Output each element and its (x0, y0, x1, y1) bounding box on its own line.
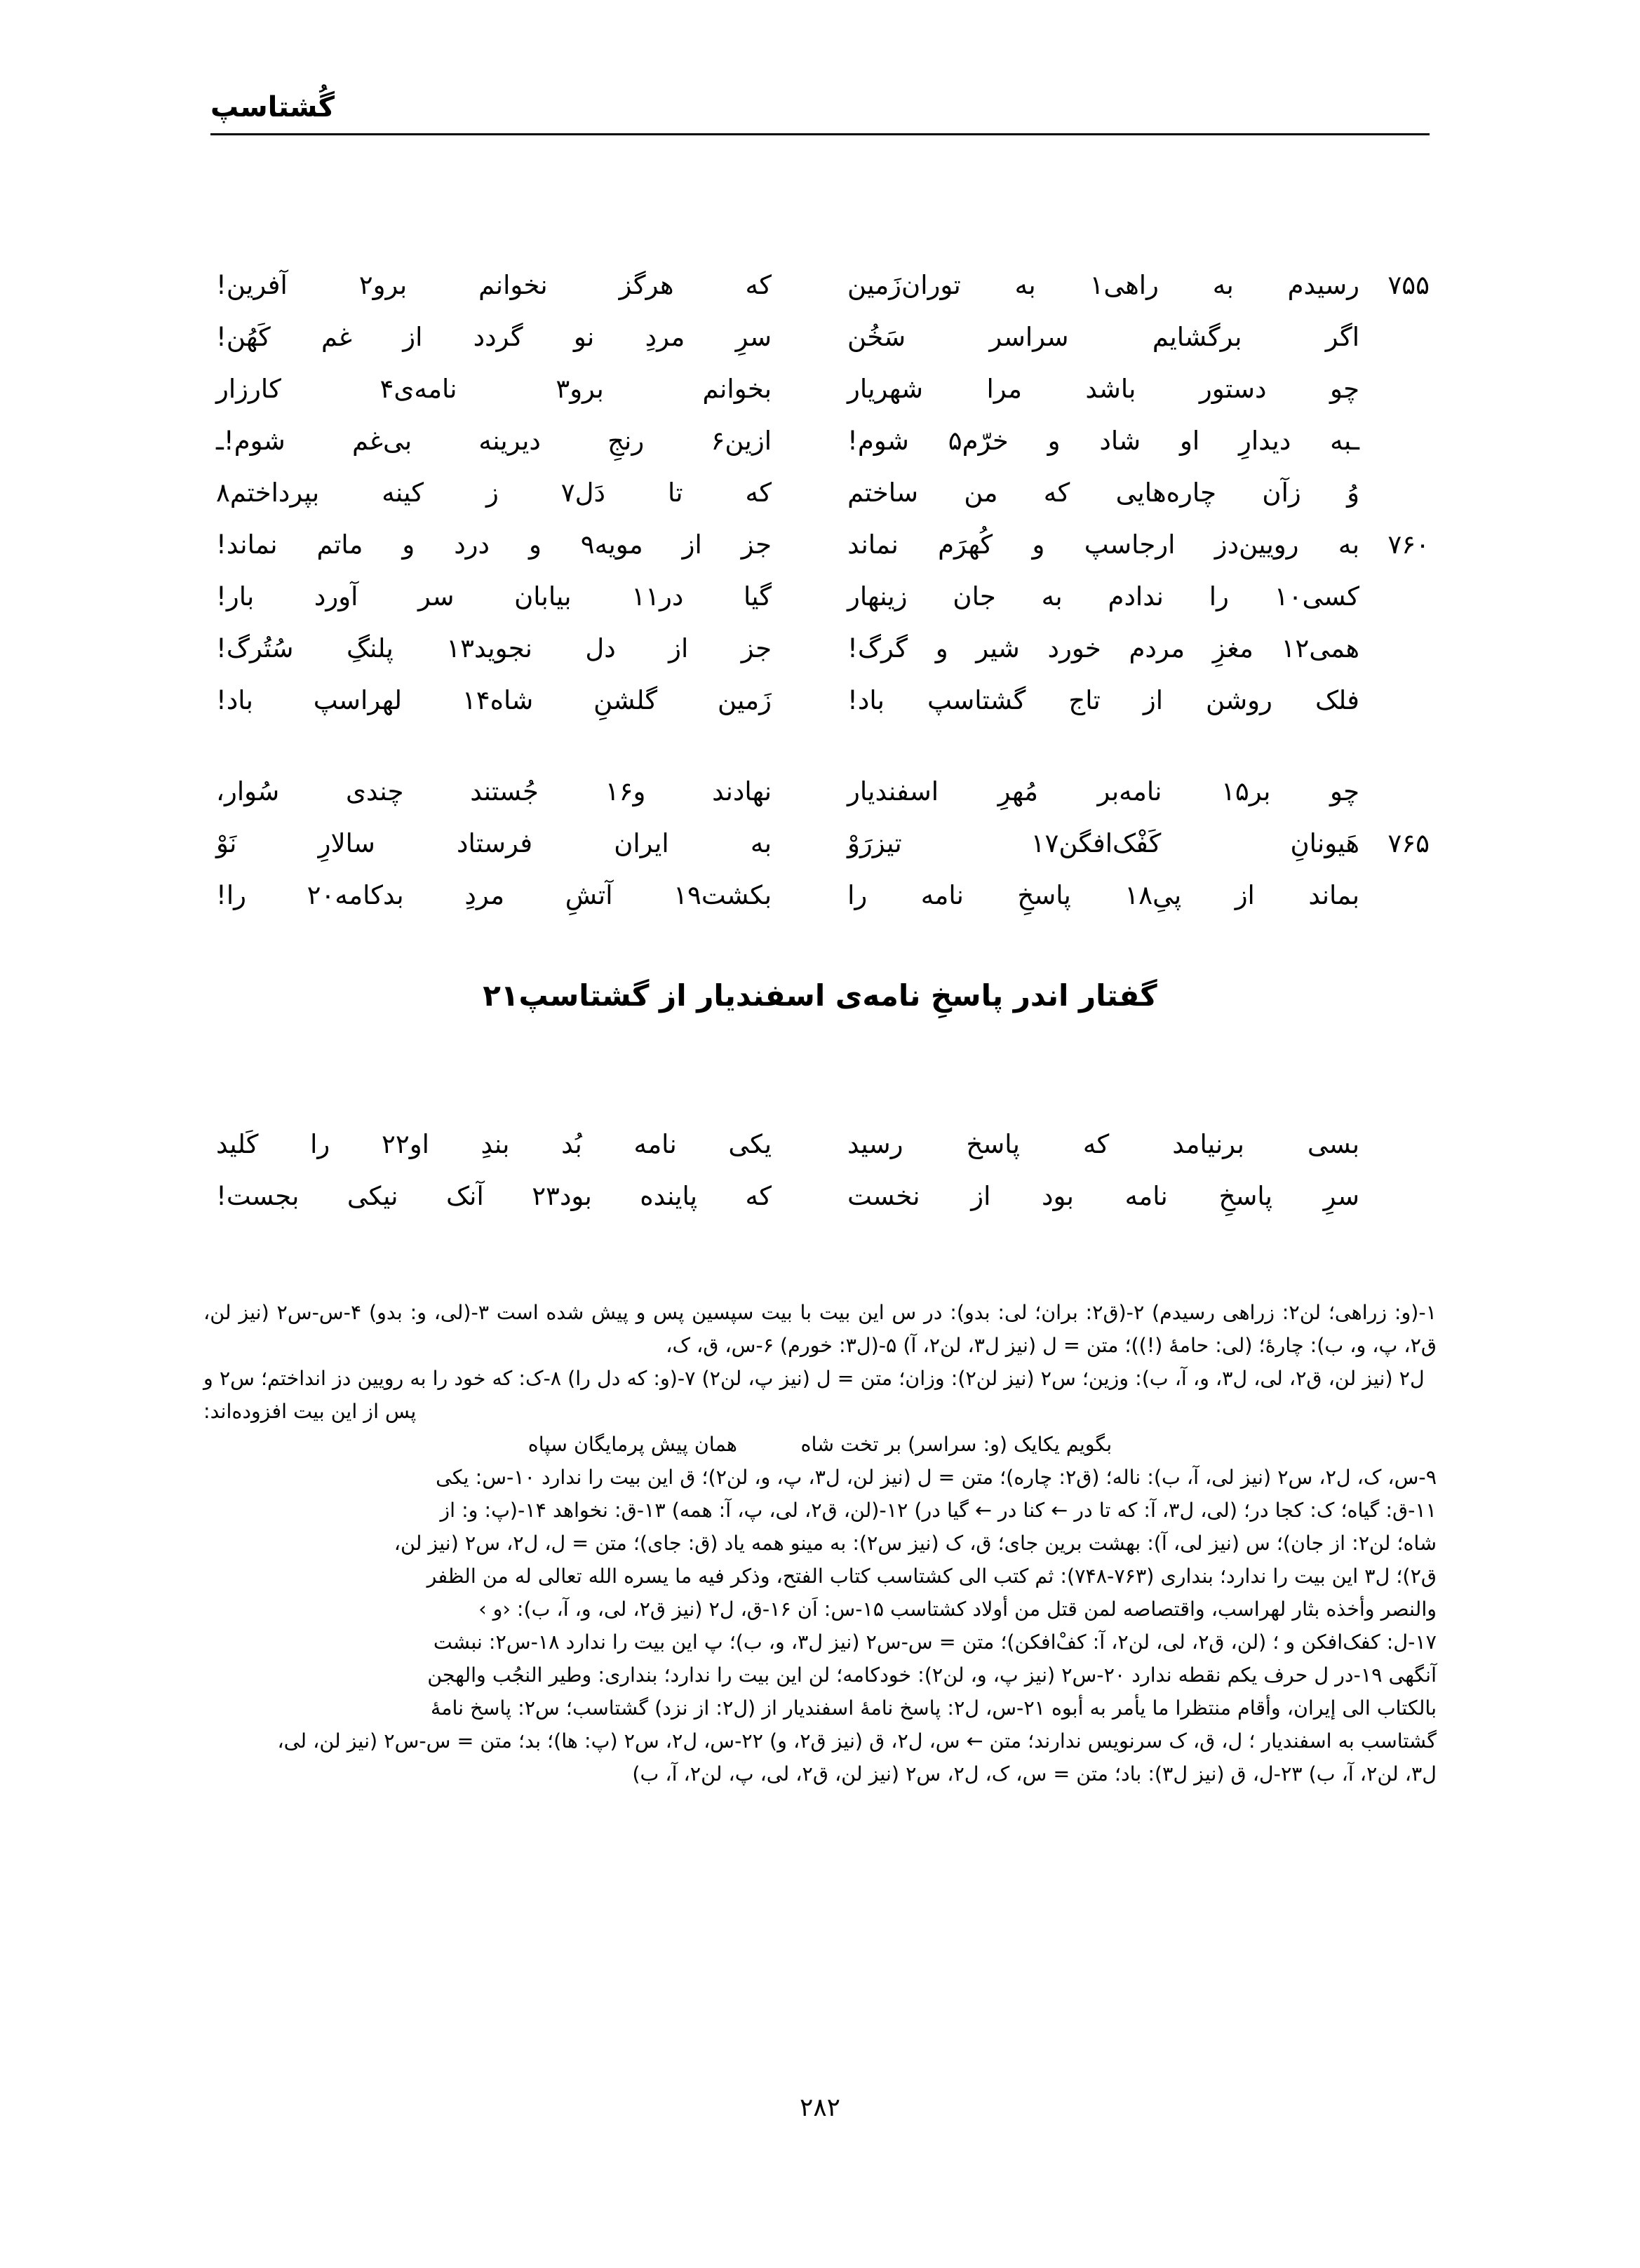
hemistich-second (210, 519, 772, 571)
verse-word: مردم (1129, 633, 1185, 663)
verse-word: که (745, 478, 772, 508)
couplet (210, 259, 1430, 311)
verse-word: شاه۱۴ (462, 685, 534, 715)
hemistich-second (210, 675, 772, 727)
footnote-line: شاه؛ لن۲: از جان)؛ س (نیز لی، آ): بهشت برین جای؛ ق، ک (نیز س۲): به مینو همه یاد (ق: جای)؛ متن = ل، ل۲، س۲ (نیز لن، (394, 1532, 1437, 1555)
verse-word: به (1212, 270, 1234, 300)
couplet (210, 311, 1430, 363)
verse-word: و (1032, 529, 1045, 560)
verse-word: مردِ (645, 322, 685, 352)
verse-word: به (1014, 270, 1036, 300)
verse-word: از (1143, 685, 1163, 715)
verse-word: از (1235, 880, 1255, 910)
verse-word: شاد (1099, 426, 1141, 456)
verse-word: پلنگِ (346, 633, 394, 663)
verse-word: سرِ (1323, 1181, 1359, 1211)
verse-word: خرّم۵ (948, 426, 1009, 456)
verse-word: سرِ (735, 322, 772, 352)
footnote-line: ل۲ (نیز لن، ق۲، لی، ل۳، و، آ، ب): وزین؛ س۲ (نیز لن۲): وزان؛ متن = ل (نیز پ، لن۲) ۷-(و: که دل را) ۸-ک: که خود را به رویین دز انداختم؛ س۲ و پس از این بیت افزوده‌اند: (203, 1367, 1425, 1423)
verse-word: بر۱۵ (1221, 776, 1271, 806)
hemistich-first (847, 259, 1430, 311)
verse-word: بسی (1307, 1129, 1359, 1159)
couplet-row (210, 870, 1430, 922)
verse-word: که (1043, 478, 1070, 508)
verse-word: بپرداختم۸ (216, 478, 320, 508)
footnote-line: ۹-س، ک، ل۲، س۲ (نیز لی، آ، ب): ناله؛ (ق۲: چاره)؛ متن = ل (نیز لن، ل۳، پ، و، لن۲)؛ ق این بیت را ندارد ۱۰-س: یکی (436, 1466, 1437, 1489)
couplet (210, 766, 1430, 818)
verse-word: که (745, 270, 772, 300)
couplet (210, 415, 1430, 467)
footnote-line: ق۲)؛ ل۳ این بیت را ندارد؛ بنداری (۷۶۳-۷۴۸): ثم کتب الی کشتاسب کتاب الفتح، وذکر فیه ما یسره الله تعالی له من الظفر (426, 1565, 1437, 1588)
hemistich-first (847, 675, 1430, 727)
couplet (210, 467, 1430, 519)
hemistich-second (210, 1119, 772, 1170)
hemistich-first (847, 571, 1430, 623)
verse-word: تیزرَوْ (847, 828, 902, 858)
verse-line-number: ۷۵۵ (1387, 270, 1430, 300)
verse-word: چو (1330, 776, 1359, 806)
hemistich-first (847, 623, 1430, 675)
footnote-line: والنصر وأخذه بثار لهراسب، واقتصاصه لمن قتل من أولاد کشتاسب ۱۵-س: اَن ۱۶-ق، ل۲ (نیز ق۲، لی، و، آ، ب): ‹و › (478, 1598, 1437, 1621)
verse-word: اسفندیار (847, 776, 939, 806)
couplet (210, 519, 1430, 571)
verse-word: بار! (216, 581, 255, 612)
verse-word: بجست! (216, 1181, 300, 1211)
couplet-row (210, 467, 1430, 519)
couplet (210, 363, 1430, 415)
verse-word: نامه (1124, 1181, 1168, 1211)
verse-word: دل (585, 633, 616, 663)
verse-word: او۲۲ (381, 1129, 429, 1159)
verse-word: بکشت۱۹ (673, 880, 772, 910)
verse-word: را (310, 1129, 330, 1159)
hemistich-first (847, 311, 1430, 363)
hemistich-first (847, 467, 1430, 519)
footnote-line: بالکتاب الی إیران، وأقام منتظرا ما یأمر به أبوه ۲۱-س، ل۲: پاسخ نامهٔ اسفندیار از (ل۲: از نزد) گشتاسب؛ س۲: پاسخ نامهٔ (430, 1696, 1437, 1720)
verse-word: مردِ (464, 880, 505, 910)
verse-word: چندی (346, 776, 404, 806)
verse-word: که (745, 1181, 772, 1211)
verse-word: نهادند (712, 776, 772, 806)
verse-word: پاسخِ (1218, 1181, 1272, 1211)
verse-word: جز (741, 633, 772, 663)
hemistich-second (210, 623, 772, 675)
verse-word: به (750, 828, 772, 858)
footnote-line: ل۳، لن۲، آ، ب) ۲۳-ل، ق (نیز ل۳): باد؛ متن = س، ک، ل۲، س۲ (نیز لن، ق۲، لی، پ، لن۲، آ، ب) (632, 1762, 1437, 1786)
footnote-line: ۱۷-ل: کفک‌افکن و ؛ (لن، ق۲، لی، لن۲، آ: کفْ‌افکن)؛ متن = س-س۲ (نیز ل۳، و، ب)؛ پ این بیت را ندارد ۱۸-س۲: نبشت (433, 1631, 1437, 1654)
couplet-row (210, 1119, 1430, 1170)
verse-word: گرگ! (847, 633, 908, 663)
verse-word: یکی (728, 1129, 772, 1159)
couplet-row (210, 363, 1430, 415)
hemistich-first (847, 519, 1430, 571)
hemistich-second (210, 571, 772, 623)
couplet-row (210, 519, 1430, 571)
hemistich-first (847, 363, 1430, 415)
couplet-row (210, 571, 1430, 623)
hemistich-second (210, 818, 772, 870)
verse-word: گردد (473, 322, 523, 352)
verse-word: در۱۱ (631, 581, 684, 612)
verse-word: شوم!ـ (216, 426, 285, 456)
couplet-row (210, 623, 1430, 675)
verse-word: برگشایم (1152, 322, 1242, 352)
verse-word: غم (321, 322, 352, 352)
verse-word: آتشِ (565, 880, 613, 910)
verse-word: کَهُن! (216, 322, 271, 352)
verse-word: جُستند (470, 776, 539, 806)
verse-word: ایران (614, 828, 669, 858)
verse-word: ازین۶ (711, 426, 772, 456)
verse-word: آورد (314, 581, 358, 612)
verse-word: اگر (1325, 322, 1359, 352)
verse-word: سر (418, 581, 455, 612)
verse-word: از (403, 322, 423, 352)
hemistich-first (847, 870, 1430, 922)
verse-word: بود۲۳ (532, 1181, 592, 1211)
verse-word: پیِ۱۸ (1124, 880, 1182, 910)
verse-word: بیابان (514, 581, 572, 612)
verse-word: پاسخ (966, 1129, 1020, 1159)
verse-word: را (1209, 581, 1229, 612)
verse-word: پاسخِ (1017, 880, 1071, 910)
couplet-row (210, 259, 1430, 311)
verse-word: و (935, 633, 948, 663)
footnote-line: آنگهی ۱۹-در ل حرف یکم نقطه ندارد ۲۰-س۲ (نیز پ، و، لن۲): خودکامه؛ لن این بیت را ندارد؛ بنداری: وطیر النجُب والهجن (427, 1663, 1437, 1687)
couplet-row (210, 311, 1430, 363)
verse-word: برنیامد (1172, 1129, 1244, 1159)
verse-word: توران‌زَمین (847, 270, 961, 300)
verse-word: رنجِ (607, 426, 645, 456)
hemistich-second (210, 363, 772, 415)
footnote-line: ۱-(و: زراهی؛ لن۲: زراهی رسیدم) ۲-(ق۲: بران؛ لی: بدو): در س این بیت با بیت سپسین پس و پیش شده است ۳-(لی، و: بدو) ۴-س-س۲ (نیز لن، ق۲، پ، و، ب): چارهٔ؛ (لی: حامهٔ (!))؛ متن = ل (نیز ل۳، لن۲، آ) ۵-(ل۳: خورم) ۶-س، ق، ک، (203, 1301, 1437, 1357)
verse-word: و۱۶ (605, 776, 646, 806)
verse-word: نامه‌ی۴ (379, 374, 457, 404)
verse-word: سُوار، (216, 776, 280, 806)
running-head-area (210, 91, 1430, 135)
verse-word: او (1179, 426, 1200, 456)
verse-word: باد! (847, 685, 885, 715)
couplet (210, 571, 1430, 623)
verse-word: نَوْ (216, 828, 237, 858)
footnote-line: بگویم یکایک (و: سراسر) بر تخت شاه همان پیش پرمایگان سپاه (527, 1433, 1113, 1456)
verse-word: و (528, 529, 542, 560)
verse-block-secondary (210, 1119, 1430, 1222)
couplet-row (210, 818, 1430, 870)
verse-line-number: ۷۶۰ (1387, 529, 1430, 560)
verse-word: شوم! (847, 426, 909, 456)
verse-word: کارزار (216, 374, 281, 404)
couplet (210, 818, 1430, 870)
couplet (210, 623, 1430, 675)
verse-word: ـبه (1330, 426, 1359, 456)
verse-word: راهی۱ (1089, 270, 1159, 300)
couplet-row (210, 766, 1430, 818)
verse-word: برو۲ (358, 270, 408, 300)
verse-word: دستور (1199, 374, 1267, 404)
hemistich-second (210, 870, 772, 922)
verse-word: ساختم (847, 478, 918, 508)
verse-word: بندِ (480, 1129, 510, 1159)
verse-word: همی۱۲ (1281, 633, 1359, 663)
verse-word: هرگز (619, 270, 674, 300)
couplet-row (210, 675, 1430, 727)
verse-word: که (1082, 1129, 1110, 1159)
stanza-gap (210, 727, 1430, 766)
verse-word: هَیونانِ (1290, 828, 1359, 858)
verse-word: نامه‌بر (1097, 776, 1162, 806)
verse-word: کَفْک‌افگن۱۷ (1030, 828, 1162, 858)
verse-word: نو (573, 322, 595, 352)
verse-word: سُتُرگ! (216, 633, 294, 663)
verse-word: بخوانم (702, 374, 772, 404)
verse-word: بدکامه۲۰ (307, 880, 404, 910)
verse-word: نخست (847, 1181, 920, 1211)
verse-word: گشتاسپ (927, 685, 1026, 715)
verse-word: از (971, 1181, 991, 1211)
footnote-line: گشتاسب به اسفندیار ؛ ل، ق، ک سرنویس ندارند؛ متن ← س، ل۲، ق (نیز ق۲، و) ۲۲-س، ل۲، س۲ (پ: ها)؛ بد؛ متن = س-س۲ (نیز لن، لی، (277, 1729, 1437, 1753)
verse-word: نجوید۱۳ (446, 633, 532, 663)
page-number: ۲۸۲ (799, 2093, 840, 2122)
verse-word: زینهار (847, 581, 908, 612)
hemistich-second (210, 259, 772, 311)
section-heading: گفتار اندر پاسخِ نامه‌ی اسفندیار از گشتاسپ۲۱ (483, 978, 1157, 1013)
verse-block-primary (210, 259, 1430, 922)
hemistich-second (210, 415, 772, 467)
verse-word: زآن (1262, 478, 1301, 508)
verse-word: آفرین! (216, 270, 288, 300)
verse-word: به (1041, 581, 1063, 612)
verse-word: نماند! (216, 529, 278, 560)
hemistich-first (847, 1119, 1430, 1170)
verse-word: کَلید (216, 1129, 259, 1159)
verse-word: جان (953, 581, 996, 612)
verse-word: فلک (1315, 685, 1359, 715)
verse-word: ز (485, 478, 499, 508)
verse-word: مویه۹ (580, 529, 643, 560)
verse-word: باشد (1085, 374, 1136, 404)
verse-word: درد (454, 529, 490, 560)
verse-word: از (668, 633, 689, 663)
verse-word: از (682, 529, 702, 560)
verse-word: رویین‌دز (1214, 529, 1299, 560)
verse-word: جز (741, 529, 772, 560)
verse-word: نامه (920, 880, 964, 910)
verse-word: خورد (1047, 633, 1101, 663)
verse-word: را (847, 880, 868, 910)
verse-word: دیدارِ (1238, 426, 1291, 456)
verse-word: گلشنِ (593, 685, 658, 715)
couplet (210, 870, 1430, 922)
verse-word: کینه (382, 478, 424, 508)
verse-word: نخوانم (478, 270, 548, 300)
verse-word: چاره‌هایی (1115, 478, 1216, 508)
verse-word: مغزِ (1212, 633, 1253, 663)
verse-word: دَل۷ (560, 478, 606, 508)
hemistich-first (847, 415, 1430, 467)
verse-word: بی‌غم (352, 426, 412, 456)
verse-word: رسید (847, 1129, 903, 1159)
footnote-line: ۱۱-ق: گیاه؛ ک: کجا در؛ (لی، ل۳، آ: که تا در ← کنا در ← گیا در) ۱۲-(لن، ق۲، لی، پ، آ: همه) ۱۳-ق: نخواهد ۱۴-(پ: و: از (440, 1499, 1437, 1522)
couplet (210, 1119, 1430, 1170)
verse-word: ماتم (316, 529, 363, 560)
verse-word: بود (1042, 1181, 1074, 1211)
verse-word: نماند (847, 529, 899, 560)
hemistich-second (210, 1170, 772, 1222)
verse-word: سَخُن (847, 322, 906, 352)
verse-word: باد! (216, 685, 253, 715)
footnote-apparatus (203, 1296, 1437, 1790)
running-head-title: گُشتاسپ (210, 91, 335, 123)
verse-word: آنک (446, 1181, 484, 1211)
verse-word: نیکی (347, 1181, 398, 1211)
verse-word: تا (668, 478, 683, 508)
hemistich-second (210, 467, 772, 519)
verse-word: سراسر (989, 322, 1069, 352)
verse-word: نامه (633, 1129, 677, 1159)
hemistich-first (847, 818, 1430, 870)
couplet-row (210, 415, 1430, 467)
verse-word: ندادم (1108, 581, 1164, 612)
hemistich-second (210, 766, 772, 818)
verse-word: و (402, 529, 415, 560)
verse-line-number: ۷۶۵ (1387, 828, 1430, 858)
header-rule (210, 133, 1430, 135)
verse-word: فرستاد (457, 828, 533, 858)
verse-word: بماند (1308, 880, 1359, 910)
hemistich-second (210, 311, 772, 363)
verse-word: روشن (1206, 685, 1272, 715)
verse-word: چو (1330, 374, 1359, 404)
verse-word: برو۳ (556, 374, 604, 404)
verse-word: شیر (976, 633, 1020, 663)
verse-word: تاج (1068, 685, 1101, 715)
couplet (210, 675, 1430, 727)
verse-word: شهریار (847, 374, 923, 404)
verse-word: پاینده (640, 1181, 698, 1211)
verse-word: به (1338, 529, 1359, 560)
verse-word: کُهرَم (938, 529, 993, 560)
verse-word: مُهرِ (997, 776, 1038, 806)
verse-word: زَمین (717, 685, 772, 715)
verse-word: بُد (561, 1129, 582, 1159)
verse-word: گیا (743, 581, 772, 612)
verse-word: دیرینه (478, 426, 541, 456)
verse-word: ارجاسپ (1084, 529, 1176, 560)
verse-word: و (1047, 426, 1061, 456)
verse-word: وُ (1347, 478, 1359, 508)
verse-word: سالارِ (318, 828, 375, 858)
verse-word: کسی۱۰ (1274, 581, 1359, 612)
hemistich-first (847, 766, 1430, 818)
verse-word: مرا (986, 374, 1022, 404)
couplet-row (210, 1170, 1430, 1222)
hemistich-first (847, 1170, 1430, 1222)
couplet (210, 1170, 1430, 1222)
verse-word: من (964, 478, 998, 508)
verse-word: را! (216, 880, 246, 910)
verse-word: رسیدم (1287, 270, 1359, 300)
verse-word: لهراسپ (313, 685, 403, 715)
